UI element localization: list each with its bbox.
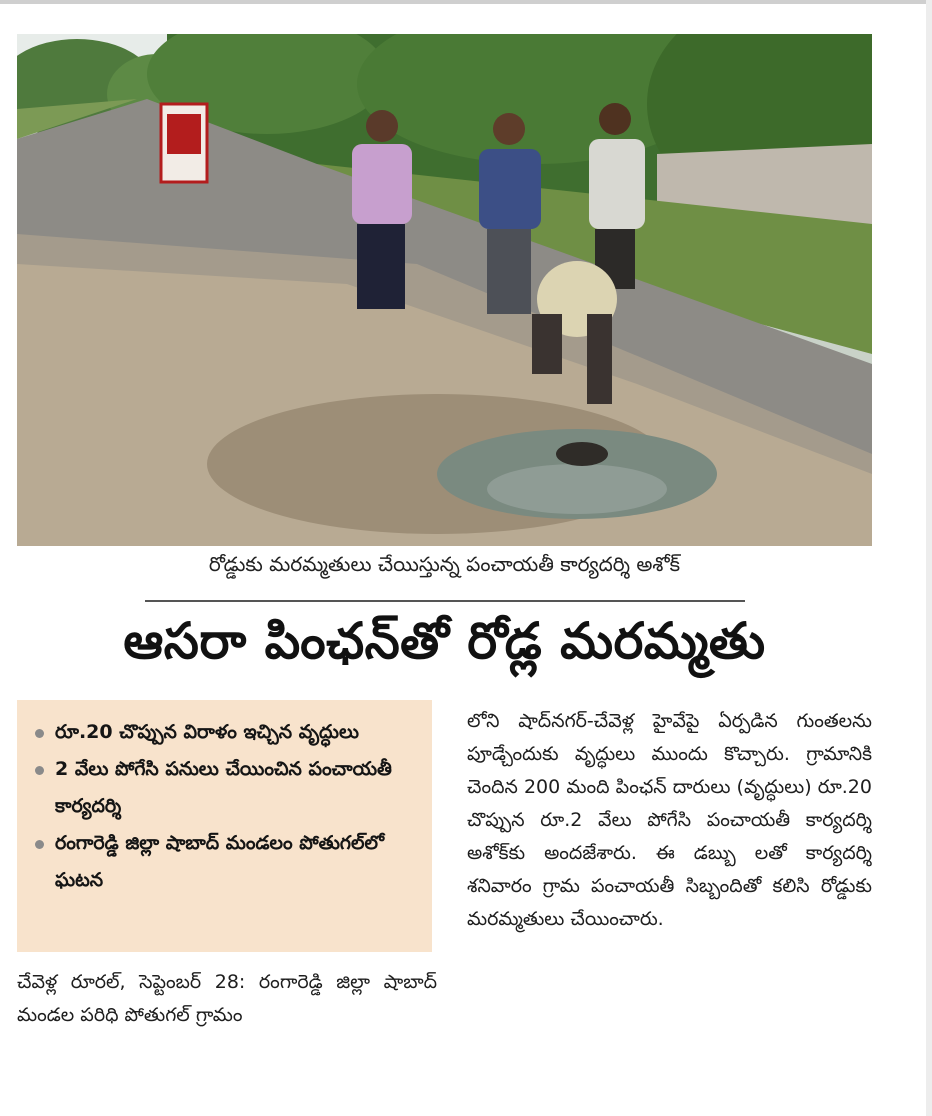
caption-divider	[145, 600, 745, 602]
highlight-text: రంగారెడ్డి జిల్లా షాబాద్ మండలం పోతుగల్‌లో ఘటన	[55, 832, 385, 891]
highlight-item	[33, 714, 420, 751]
news-photo	[17, 34, 872, 546]
bullet-icon	[35, 840, 44, 849]
highlight-item	[33, 751, 420, 825]
top-border	[0, 0, 932, 4]
photo-caption: రోడ్డుకు మరమ్మతులు చేయిస్తున్న పంచాయతీ కార్యదర్శి అశోక్	[208, 552, 681, 576]
highlight-text: 2 వేలు పోగేసి పనులు చేయించిన పంచాయతీ కార్యదర్శి	[55, 758, 392, 817]
article-body-left: చేవెళ్ల రూరల్, సెప్టెంబర్ 28: రంగారెడ్డి జిల్లా షాబాద్ మండల పరిధి పోతుగల్ గ్రామం	[17, 971, 437, 1026]
headline: ఆసరా పింఛన్‌తో రోడ్ల మరమ్మతు	[123, 612, 766, 670]
highlight-text: రూ.20 చొప్పున విరాళం ఇచ్చిన వృద్ధులు	[55, 721, 359, 743]
bullet-icon	[35, 729, 44, 738]
page-edge	[926, 0, 932, 1116]
article-body-right: లోని షాద్‌నగర్-చేవెళ్ల హైవేపై ఏర్పడిన గుంతలను పూడ్చేందుకు వృద్ధులు ముందు కొచ్చారు. గ్రామానికి చెందిన 200 మంది పింఛన్ దారులు (వృద్ధులు) రూ.20 చొప్పున రూ.2 వేలు పోగేసి పంచాయతీ కార్యదర్శి అశోక్‌కు అందజేశారు. ఈ డబ్బు లతో కార్యదర్శి శనివారం గ్రామ పంచాయతీ సిబ్బందితో కలిసి రోడ్డుకు మరమ్మతులు చేయించారు.	[467, 710, 872, 930]
highlights-box	[17, 700, 432, 952]
highlight-item	[33, 825, 420, 899]
bullet-icon	[35, 766, 44, 775]
